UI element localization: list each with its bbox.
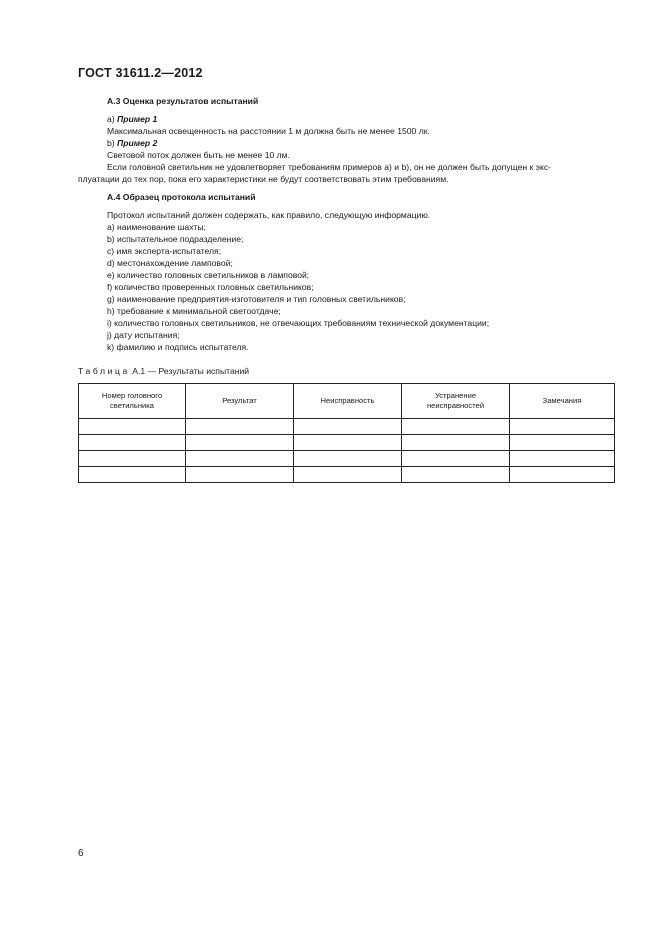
table-cell — [79, 451, 186, 467]
table-cell — [294, 419, 402, 435]
section-a4-heading: А.4 Образец протокола испытаний — [107, 192, 256, 202]
list-item: d) местонахождение ламповой; — [107, 258, 233, 268]
table-header-row — [79, 384, 615, 419]
results-table — [78, 383, 615, 483]
table-cell — [186, 435, 294, 451]
table-cell — [79, 467, 186, 483]
table-caption-prefix: Таблица — [78, 366, 130, 376]
note-line-1: Если головной светильник не удовлетворяет требованиям примеров а) и b), он не должен быть допущен к экс- — [107, 162, 552, 172]
list-item: i) количество головных светильников, не отвечающих требованиям технической документации; — [107, 318, 490, 328]
column-header-fault-fix: Устранение неисправностей — [402, 384, 510, 419]
section-a3-heading: А.3 Оценка результатов испытаний — [107, 96, 259, 106]
table-cell — [186, 467, 294, 483]
list-item: j) дату испытания; — [107, 330, 180, 340]
example-2-label: Пример 2 — [117, 138, 158, 148]
table-cell — [79, 419, 186, 435]
table-caption — [78, 366, 249, 376]
example-1-label: Пример 1 — [117, 114, 158, 124]
example-1-marker: а) — [107, 114, 115, 124]
table-row — [79, 467, 615, 483]
column-header-fault: Неисправность — [294, 384, 402, 419]
table-cell — [402, 451, 510, 467]
table-cell — [510, 467, 615, 483]
note-line-2: плуатации до тех пор, пока его характеристики не будут соответствовать этим требованиям. — [78, 174, 449, 184]
list-item: b) испытательное подразделение; — [107, 234, 244, 244]
example-2-text: Световой поток должен быть не менее 10 лм. — [107, 150, 290, 160]
table-cell — [294, 467, 402, 483]
table-cell — [186, 451, 294, 467]
section-a4-intro: Протокол испытаний должен содержать, как правило, следующую информацию. — [107, 210, 431, 220]
list-item: с) имя эксперта-испытателя; — [107, 246, 222, 256]
example-1-text: Максимальная освещенность на расстоянии 1 м должна быть не менее 1500 лк. — [107, 126, 430, 136]
table-cell — [510, 419, 615, 435]
list-item: а) наименование шахты; — [107, 222, 206, 232]
table-caption-title: А.1 — Результаты испытаний — [129, 366, 250, 376]
page-number: 6 — [78, 848, 84, 859]
table-row — [79, 435, 615, 451]
column-header-remarks: Замечания — [510, 384, 615, 419]
table-cell — [402, 419, 510, 435]
table-cell — [294, 435, 402, 451]
table-row — [79, 451, 615, 467]
column-header-result: Результат — [186, 384, 294, 419]
list-item: f) количество проверенных головных светильников; — [107, 282, 314, 292]
list-item: е) количество головных светильников в ламповой; — [107, 270, 310, 280]
list-item: h) требование к минимальной светоотдаче; — [107, 306, 281, 316]
document-header-title: ГОСТ 31611.2—2012 — [78, 66, 203, 80]
table-cell — [186, 419, 294, 435]
example-2-marker: b) — [107, 138, 115, 148]
example-1-line — [107, 114, 157, 124]
table-row — [79, 419, 615, 435]
table-cell — [79, 435, 186, 451]
table-cell — [402, 467, 510, 483]
column-header-lamp-number: Номер головного светильника — [79, 384, 186, 419]
table-cell — [294, 451, 402, 467]
example-2-line — [107, 138, 157, 148]
table-cell — [510, 435, 615, 451]
table-cell — [510, 451, 615, 467]
list-item: g) наименование предприятия-изготовителя и тип головных светильников; — [107, 294, 406, 304]
list-item: k) фамилию и подпись испытателя. — [107, 342, 249, 352]
table-cell — [402, 435, 510, 451]
